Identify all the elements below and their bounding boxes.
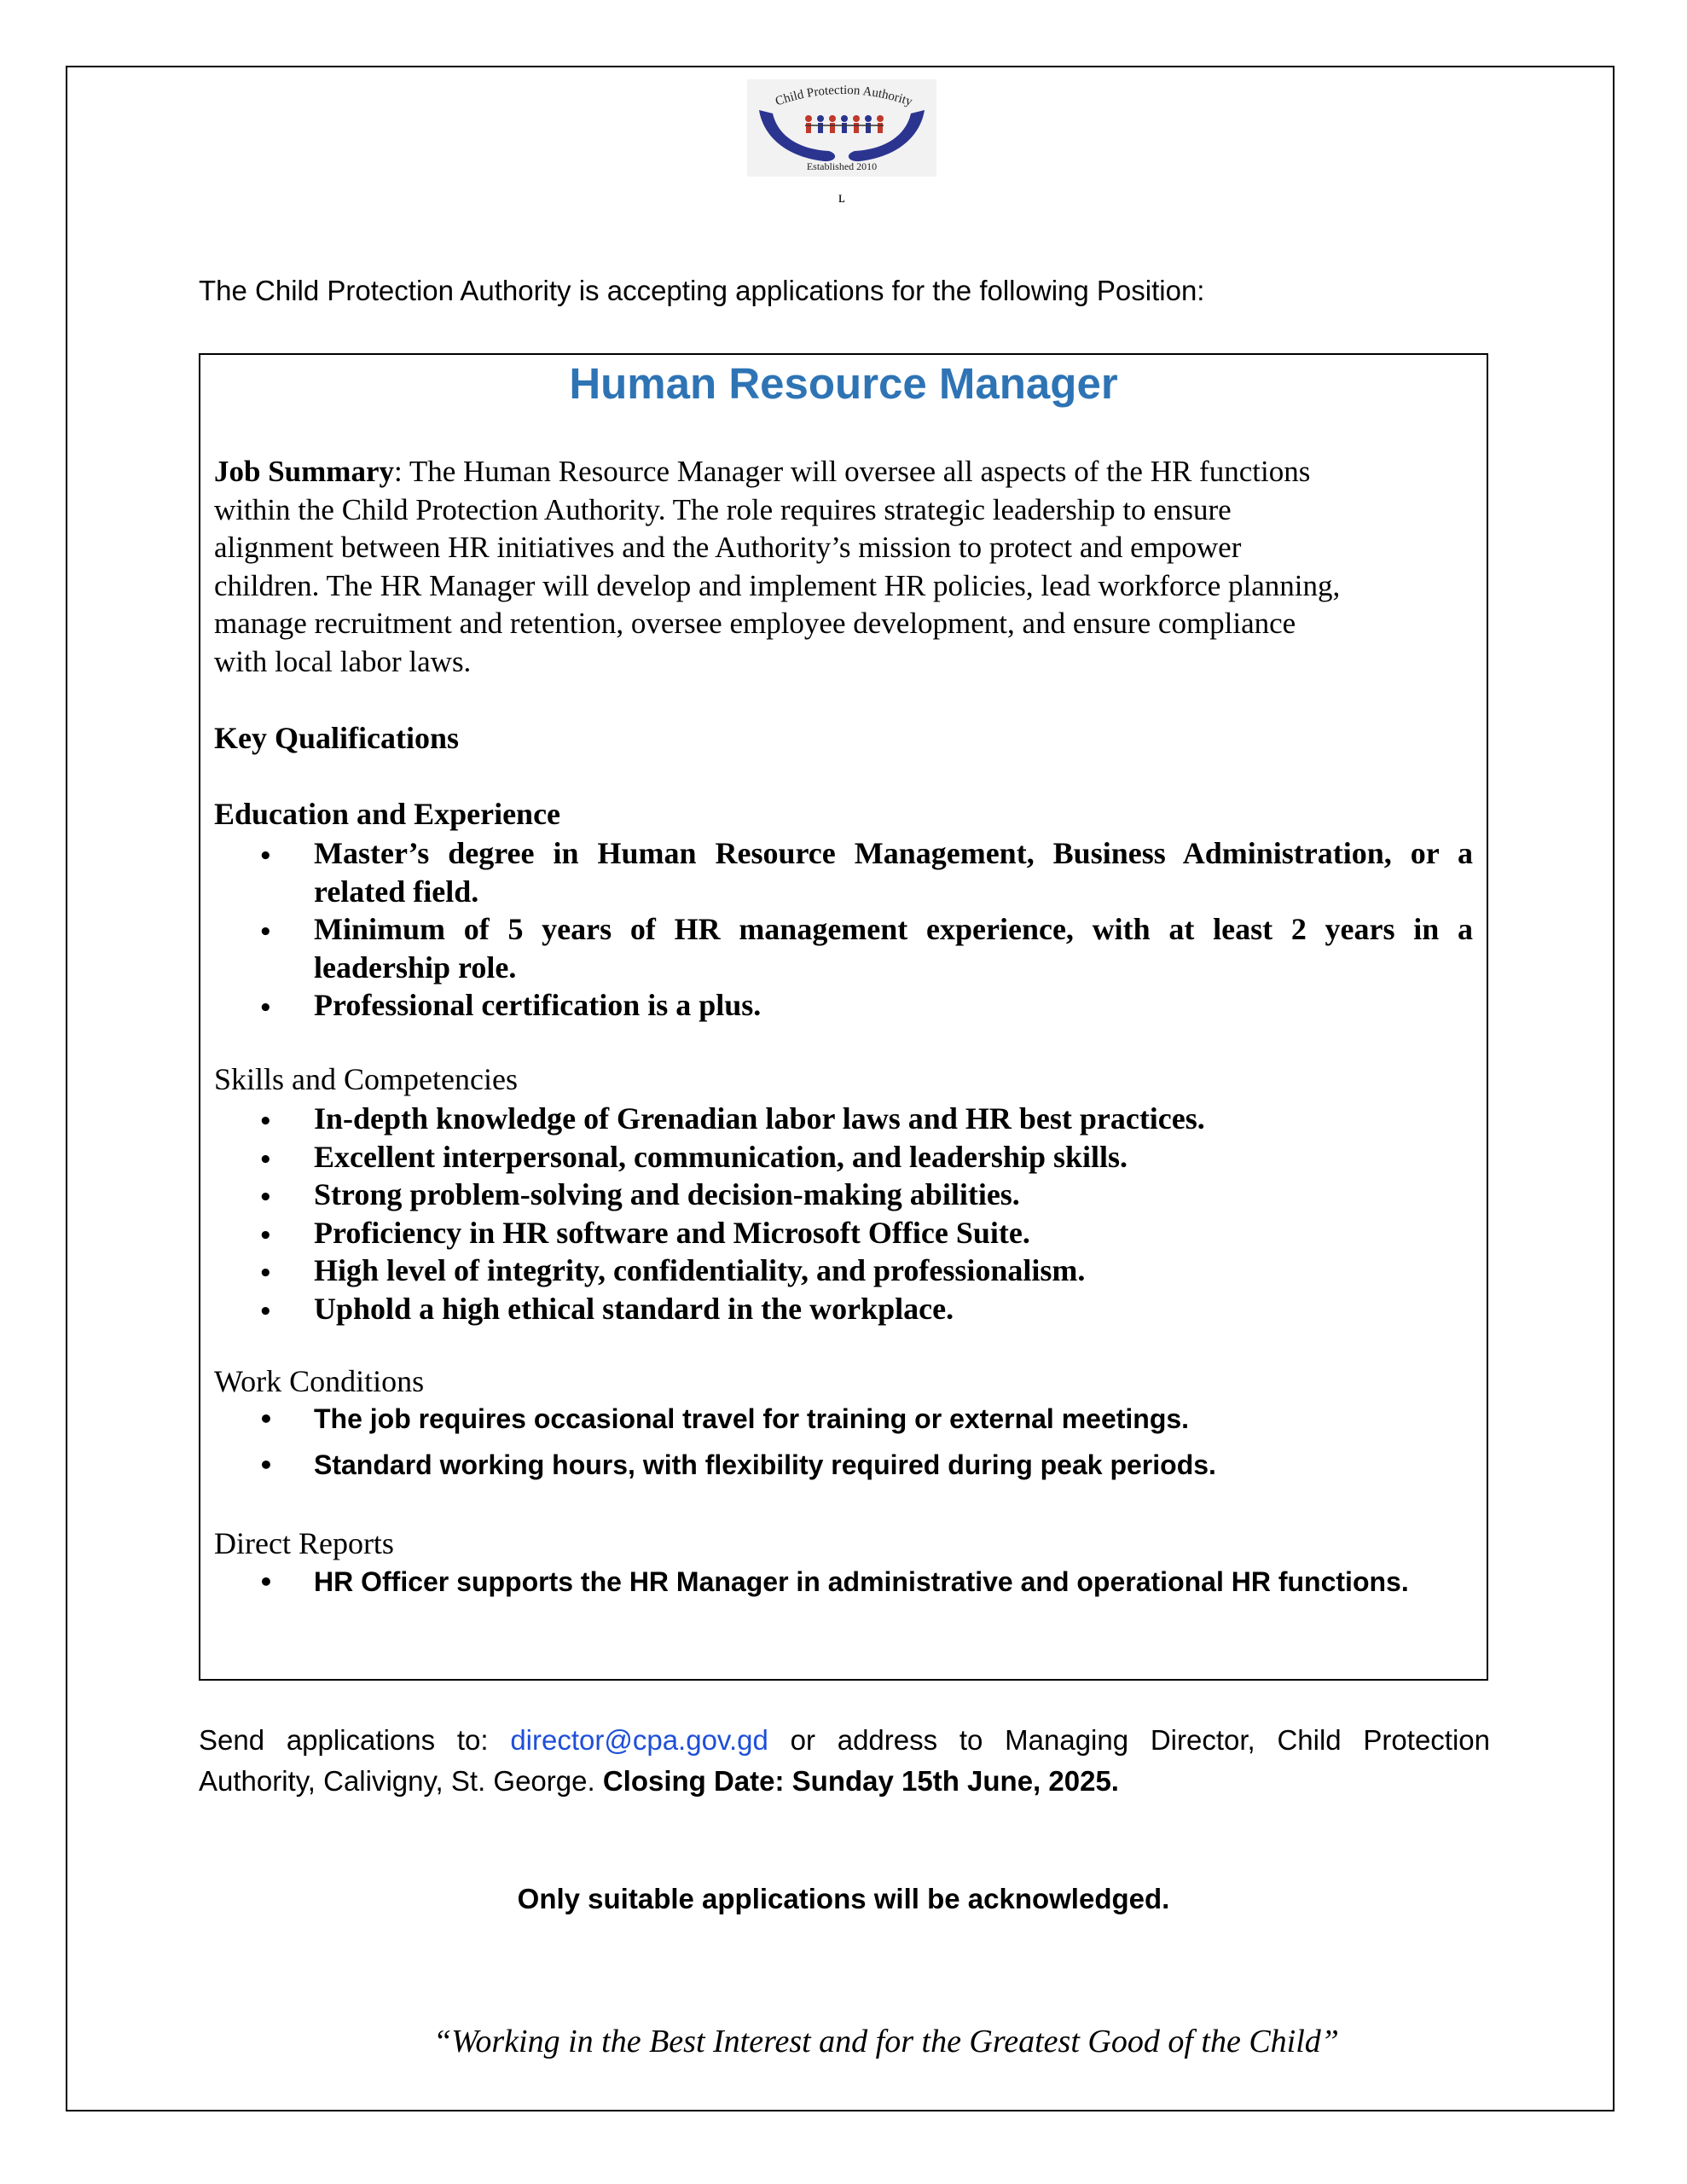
list-item-text: Uphold a high ethical standard in the workplace. (314, 1291, 954, 1326)
address-text: Authority, Calivigny, St. George. (199, 1765, 603, 1797)
list-item (214, 1214, 1473, 1252)
list-item-text: Excellent interpersonal, communication, and leadership skills. (314, 1139, 1128, 1174)
bullet-icon: • (258, 1568, 274, 1596)
list-item-line: Master’s degree in Human Resource Management, Business Administration, or a (314, 836, 1473, 870)
cpa-logo (747, 79, 936, 177)
bullet-icon: • (258, 920, 273, 945)
summary-line: manage recruitment and retention, oversee employee development, and ensure compliance (214, 607, 1296, 640)
list-item (214, 1449, 1473, 1481)
bullet-icon: • (258, 996, 273, 1021)
list-item-text: Standard working hours, with flexibility required during peak periods. (314, 1449, 1216, 1480)
education-list (214, 834, 1473, 1025)
tick-mark: ʟ (838, 189, 845, 206)
address-text: or address to Managing Director, Child Protection (768, 1724, 1491, 1756)
application-instructions (199, 1720, 1490, 1802)
bullet-icon: • (258, 1298, 273, 1325)
motto: “Working in the Best Interest and for the Greatest Good of the Child” (433, 2024, 1339, 2059)
summary-line: : The Human Resource Manager will oversee all aspects of the HR functions (394, 455, 1311, 488)
list-item-line: related field. (314, 874, 479, 909)
job-summary (214, 453, 1468, 681)
education-heading: Education and Experience (214, 797, 561, 831)
list-item (214, 910, 1473, 986)
list-item-text: In-depth knowledge of Grenadian labor laws and HR best practices. (314, 1101, 1205, 1136)
summary-line: within the Child Protection Authority. The role requires strategic leadership to ensure (214, 492, 1232, 526)
bullet-icon: • (258, 1147, 273, 1173)
send-prefix: Send applications to: (199, 1724, 511, 1756)
bullet-icon: • (258, 1451, 274, 1479)
list-item (214, 1100, 1473, 1138)
summary-label: Job Summary (214, 455, 394, 488)
closing-date: Closing Date: Sunday 15th June, 2025. (602, 1765, 1119, 1797)
logo-arc-text: Child Protection Authority (774, 83, 914, 109)
list-item (214, 1403, 1473, 1435)
work-conditions-heading: Work Conditions (214, 1364, 425, 1398)
list-item-text: Strong problem-solving and decision-making abilities. (314, 1177, 1020, 1211)
list-item (214, 1138, 1473, 1176)
work-conditions-list (214, 1403, 1473, 1481)
bullet-icon: • (258, 1261, 273, 1287)
list-item-text: HR Officer supports the HR Manager in administrative and operational HR functions. (314, 1566, 1409, 1597)
list-item (214, 986, 1473, 1025)
hands-holding-children-logo-icon (747, 79, 936, 177)
bullet-icon: • (258, 1109, 273, 1135)
bullet-icon: • (258, 1405, 274, 1433)
list-item-text: Proficiency in HR software and Microsoft Office Suite. (314, 1215, 1030, 1250)
email-link[interactable]: director@cpa.gov.gd (510, 1724, 768, 1756)
direct-reports-list (214, 1566, 1473, 1598)
job-title: Human Resource Manager (569, 359, 1118, 408)
list-item (214, 1290, 1473, 1328)
list-item (214, 834, 1473, 910)
skills-heading: Skills and Competencies (214, 1062, 518, 1096)
list-item (214, 1252, 1473, 1290)
list-item-line: Professional certification is a plus. (314, 988, 762, 1022)
key-qualifications-heading: Key Qualifications (214, 721, 459, 755)
list-item-text: High level of integrity, confidentiality, and professionalism. (314, 1253, 1086, 1287)
logo-established-text: Established 2010 (806, 160, 878, 172)
list-item (214, 1176, 1473, 1214)
list-item-line: Minimum of 5 years of HR management experience, with at least 2 years in a (314, 912, 1473, 946)
summary-line: alignment between HR initiatives and the Authority’s mission to protect and empower (214, 531, 1242, 564)
bullet-icon: • (258, 1223, 273, 1249)
skills-list (214, 1100, 1473, 1327)
acknowledgement-note: Only suitable applications will be acknowledged. (517, 1883, 1170, 1914)
summary-line: with local labor laws. (214, 644, 472, 678)
summary-line: children. The HR Manager will develop and implement HR policies, lead workforce planning, (214, 568, 1341, 602)
bullet-icon: • (258, 1185, 273, 1211)
direct-reports-heading: Direct Reports (214, 1526, 394, 1560)
intro-text: The Child Protection Authority is accepting applications for the following Position: (199, 275, 1205, 306)
list-item-line: leadership role. (314, 950, 517, 985)
list-item (214, 1566, 1473, 1598)
list-item-text: The job requires occasional travel for training or external meetings. (314, 1403, 1190, 1434)
bullet-icon: • (258, 844, 273, 869)
